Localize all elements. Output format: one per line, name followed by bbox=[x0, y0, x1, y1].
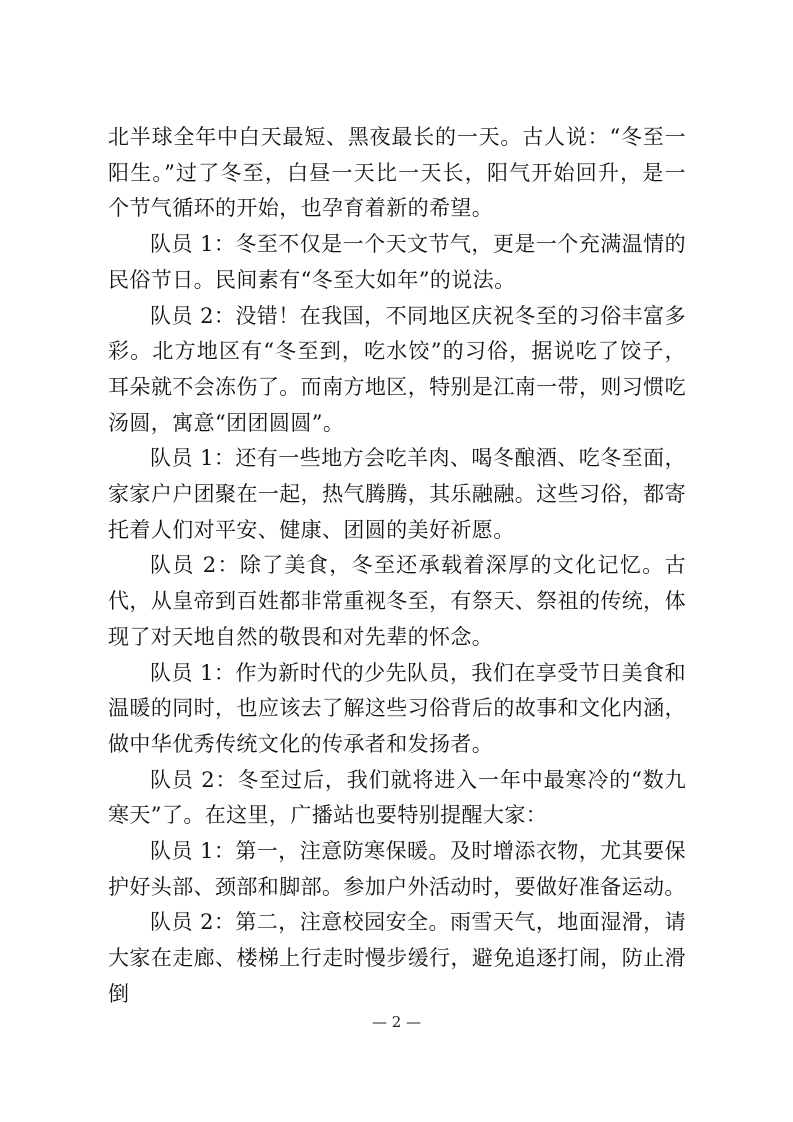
paragraph-4: 队员 1：还有一些地方会吃羊肉、喝冬酿酒、吃冬至面，家家户户团聚在一起，热气腾腾，其乐融融。这些习俗，都寄托着人们对平安、健康、团圆的美好祈愿。 bbox=[108, 446, 686, 542]
page-number: — 2 — bbox=[371, 1013, 422, 1031]
paragraph-6: 队员 1：作为新时代的少先队员，我们在享受节日美食和温暖的同时，也应该去了解这些习俗背后的故事和文化内涵，做中华优秀传统文化的传承者和发扬者。 bbox=[108, 660, 686, 756]
paragraph-2: 队员 1：冬至不仅是一个天文节气，更是一个充满温情的民俗节日。民间素有“冬至大如年”的说法。 bbox=[108, 232, 686, 292]
paragraph-8: 队员 1：第一，注意防寒保暖。及时增添衣物，尤其要保护好头部、颈部和脚部。参加户外活动时，要做好准备运动。 bbox=[108, 839, 686, 899]
paragraph-3: 队员 2：没错！在我国，不同地区庆祝冬至的习俗丰富多彩。北方地区有“冬至到，吃水饺”的习俗，据说吃了饺子，耳朵就不会冻伤了。而南方地区，特别是江南一带，则习惯吃汤圆，寓意“团团圆圆”。 bbox=[108, 303, 686, 435]
paragraph-1: 北半球全年中白天最短、黑夜最长的一天。古人说：“冬至一阳生。”过了冬至，白昼一天比一天长，阳气开始回升，是一个节气循环的开始，也孕育着新的希望。 bbox=[108, 125, 686, 221]
paragraph-9: 队员 2：第二，注意校园安全。雨雪天气，地面湿滑，请大家在走廊、楼梯上行走时慢步缓行，避免追逐打闹，防止滑倒 bbox=[108, 910, 686, 1006]
paragraph-7: 队员 2：冬至过后，我们就将进入一年中最寒冷的“数九寒天”了。在这里，广播站也要特别提醒大家： bbox=[108, 767, 686, 828]
paragraph-5: 队员 2：除了美食，冬至还承载着深厚的文化记忆。古代，从皇帝到百姓都非常重视冬至，有祭天、祭祖的传统，体现了对天地自然的敬畏和对先辈的怀念。 bbox=[108, 553, 686, 649]
body-text bbox=[108, 120, 686, 1013]
